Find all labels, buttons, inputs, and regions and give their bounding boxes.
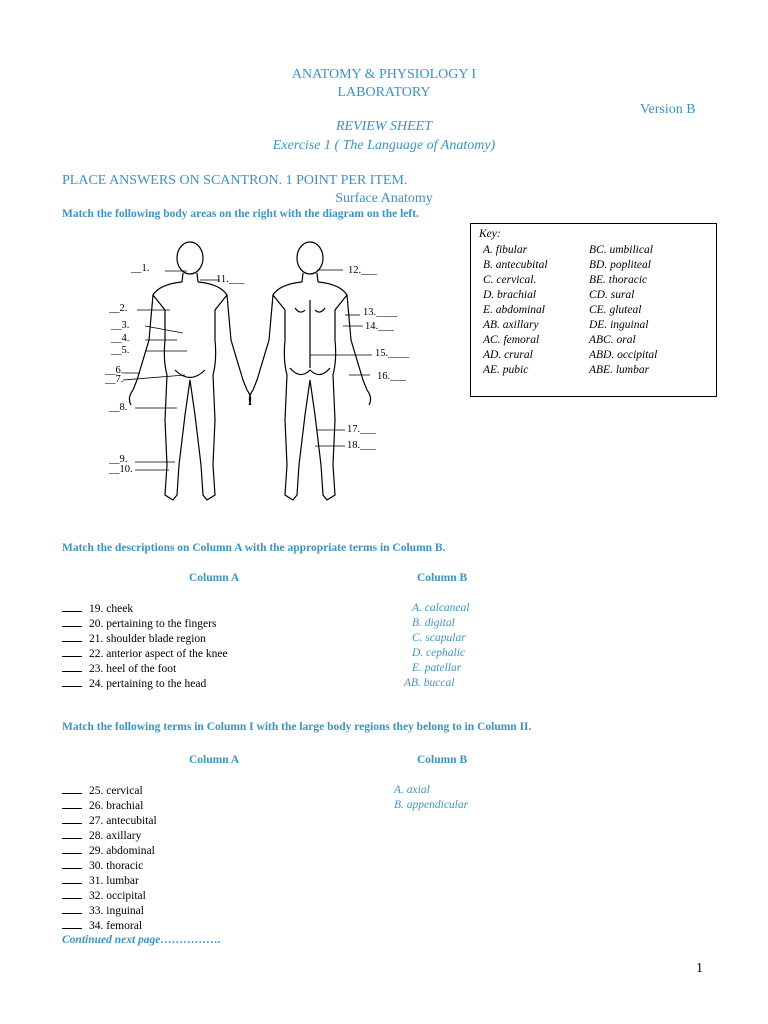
answer-option: B. digital: [412, 617, 455, 629]
diagram-label-10: __10.: [109, 464, 133, 475]
diagram-label-17: 17.___: [347, 424, 376, 435]
key-entry: AB. axillary: [483, 319, 539, 331]
question-text: 19. cheek: [89, 603, 134, 615]
section3-column-b-header: Column B: [417, 754, 468, 766]
diagram-label-16: 16.___: [377, 371, 406, 382]
section2-column-a-header: Column A: [189, 572, 240, 584]
diagram-label-2: __2.: [109, 303, 128, 314]
key-entry: B. antecubital: [483, 259, 548, 271]
key-entry: DE. inguinal: [589, 319, 649, 331]
key-entry: BD. popliteal: [589, 259, 651, 271]
doc-title-line2: LABORATORY: [337, 85, 431, 100]
answer-blank[interactable]: [62, 919, 82, 929]
question-row: [62, 889, 146, 902]
answer-blank[interactable]: [62, 662, 82, 672]
section3-column-a-header: Column A: [189, 754, 240, 766]
doc-title-line1: ANATOMY & PHYSIOLOGY I: [291, 67, 477, 82]
answer-key-box: [470, 223, 717, 397]
continued-next-page: Continued next page…………….: [62, 934, 221, 946]
diagram-label-14: 14.___: [365, 321, 394, 332]
key-entry: CE. gluteal: [589, 304, 642, 316]
diagram-label-5: __5.: [111, 345, 130, 356]
section3-prompt: Match the following terms in Column I with the large body regions they belong to in Column II.: [62, 721, 532, 733]
question-row: [62, 859, 143, 872]
question-text: 33. inguinal: [89, 905, 144, 917]
question-text: 21. shoulder blade region: [89, 633, 206, 645]
question-row: [62, 784, 143, 797]
key-entry: ABD. occipital: [589, 349, 658, 361]
question-text: 22. anterior aspect of the knee: [89, 648, 228, 660]
section2-prompt: Match the descriptions on Column A with the appropriate terms in Column B.: [62, 542, 446, 554]
question-row: [62, 919, 142, 932]
answer-blank[interactable]: [62, 859, 82, 869]
body-outline-figures: [105, 240, 475, 510]
key-entry: ABE. lumbar: [589, 364, 650, 376]
section2-column-b-header: Column B: [417, 572, 468, 584]
body-diagram: [105, 240, 475, 510]
question-text: 26. brachial: [89, 800, 144, 812]
answer-blank[interactable]: [62, 829, 82, 839]
answer-blank[interactable]: [62, 784, 82, 794]
question-text: 32. occipital: [89, 890, 146, 902]
diagram-label-9: __9.: [109, 454, 128, 465]
question-text: 24. pertaining to the head: [89, 678, 207, 690]
question-row: [62, 799, 143, 812]
diagram-label-4: __4.: [111, 333, 130, 344]
diagram-label-3: __3.: [111, 320, 130, 331]
answer-blank[interactable]: [62, 677, 82, 687]
question-row: [62, 617, 216, 630]
answer-blank[interactable]: [62, 904, 82, 914]
section-surface-anatomy: Surface Anatomy: [335, 191, 433, 206]
answer-option: AB. buccal: [404, 677, 455, 689]
diagram-label-11: 11.___: [216, 274, 245, 285]
answer-blank[interactable]: [62, 632, 82, 642]
question-text: 23. heel of the foot: [89, 663, 177, 675]
diagram-label-18: 18.___: [347, 440, 376, 451]
answer-option: A. calcaneal: [412, 602, 470, 614]
answer-blank[interactable]: [62, 844, 82, 854]
key-entry: C. cervical.: [483, 274, 537, 286]
answer-blank[interactable]: [62, 799, 82, 809]
question-row: [62, 874, 139, 887]
section1-prompt: Match the following body areas on the right with the diagram on the left.: [62, 208, 419, 220]
key-entry: D. brachial: [483, 289, 537, 301]
page-number: 1: [696, 961, 703, 976]
key-entry: E. abdominal: [483, 304, 545, 316]
question-text: 25. cervical: [89, 785, 143, 797]
question-text: 31. lumbar: [89, 875, 139, 887]
key-entry: AE. pubic: [483, 364, 529, 376]
version-label: Version B: [640, 102, 696, 117]
key-entry: A. fibular: [483, 244, 528, 256]
question-text: 28. axillary: [89, 830, 142, 842]
question-text: 30. thoracic: [89, 860, 144, 872]
question-text: 20. pertaining to the fingers: [89, 618, 217, 630]
answer-blank[interactable]: [62, 889, 82, 899]
diagram-label-13: 13.____: [363, 307, 398, 318]
key-entry: BE. thoracic: [589, 274, 648, 286]
review-sheet-title: REVIEW SHEET: [335, 119, 433, 134]
question-row: [62, 814, 157, 827]
question-text: 34. femoral: [89, 920, 143, 932]
diagram-label-8: __8.: [109, 402, 128, 413]
question-row: [62, 844, 155, 857]
diagram-label-1: __1.: [131, 263, 150, 274]
question-row: [62, 829, 141, 842]
question-text: 29. abdominal: [89, 845, 155, 857]
key-entry: BC. umbilical: [589, 244, 653, 256]
key-entry: CD. sural: [589, 289, 635, 301]
question-text: 27. antecubital: [89, 815, 157, 827]
answer-blank[interactable]: [62, 874, 82, 884]
exercise-title: Exercise 1 ( The Language of Anatomy): [272, 138, 496, 153]
question-row: [62, 647, 228, 660]
key-title: Key:: [479, 228, 501, 240]
answer-blank[interactable]: [62, 814, 82, 824]
key-entry: AC. femoral: [483, 334, 540, 346]
answer-option: E. patellar: [412, 662, 462, 674]
answer-option: A. axial: [394, 784, 430, 796]
answer-option: D. cephalic: [412, 647, 466, 659]
answer-blank[interactable]: [62, 617, 82, 627]
answer-blank[interactable]: [62, 647, 82, 657]
diagram-label-7: __7.: [105, 374, 124, 385]
diagram-label-15: 15.____: [375, 348, 410, 359]
answer-option: B. appendicular: [394, 799, 469, 811]
answer-blank[interactable]: [62, 602, 82, 612]
question-row: [62, 602, 133, 615]
scantron-instructions: PLACE ANSWERS ON SCANTRON. 1 POINT PER ITEM.: [62, 173, 408, 188]
question-row: [62, 632, 206, 645]
key-entry: ABC. oral: [589, 334, 636, 346]
answer-option: C. scapular: [412, 632, 466, 644]
question-row: [62, 904, 144, 917]
diagram-label-12: 12.___: [348, 265, 377, 276]
diagram-label-6: __6.: [105, 365, 124, 376]
question-row: [62, 677, 206, 690]
key-entry: AD. crural: [483, 349, 533, 361]
question-row: [62, 662, 176, 675]
